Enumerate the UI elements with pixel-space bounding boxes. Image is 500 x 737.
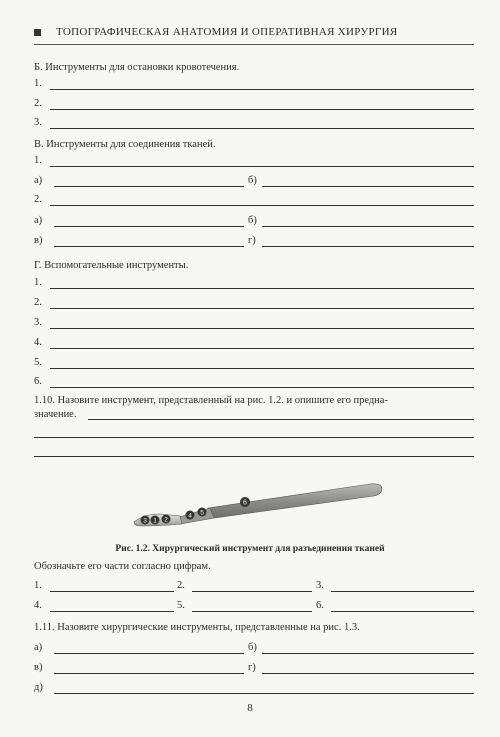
row-letter: а) xyxy=(34,175,43,186)
answer-row xyxy=(34,194,474,207)
answer-line[interactable] xyxy=(50,128,474,129)
answer-line[interactable] xyxy=(262,246,474,247)
row-letter: б) xyxy=(248,215,257,226)
answer-row xyxy=(34,317,474,330)
answer-line[interactable] xyxy=(54,653,244,654)
row-number: 1. xyxy=(34,78,42,89)
svg-text:1: 1 xyxy=(153,517,157,525)
part-marker-4 xyxy=(186,511,195,520)
row-letter: а) xyxy=(34,215,43,226)
svg-text:5: 5 xyxy=(200,509,204,517)
answer-line[interactable] xyxy=(262,226,474,227)
answer-line[interactable] xyxy=(50,611,174,612)
header-title: ТОПОГРАФИЧЕСКАЯ АНАТОМИЯ И ОПЕРАТИВНАЯ ХИРУРГИЯ xyxy=(56,26,398,38)
answer-row xyxy=(34,117,474,130)
answer-row xyxy=(34,682,474,695)
row-letter: д) xyxy=(34,682,43,693)
section-b-title: Б. Инструменты для остановки кровотечения. xyxy=(34,62,240,73)
answer-line[interactable] xyxy=(262,653,474,654)
row-letter: а) xyxy=(34,642,43,653)
row-number: 1. xyxy=(34,155,42,166)
question-1-11: 1.11. Назовите хирургические инструменты, представленные на рис. 1.3. xyxy=(34,622,360,633)
running-header xyxy=(34,26,474,40)
answer-row-pair xyxy=(34,175,474,188)
question-text: 1.10. Назовите инструмент, представленный на рис. 1.2. и опишите его предна- xyxy=(34,395,388,406)
parts-instruction: Обозначьте его части согласно цифрам. xyxy=(34,561,211,572)
row-number: 3. xyxy=(34,317,42,328)
scalpel-illustration xyxy=(130,478,390,538)
answer-line[interactable] xyxy=(50,591,174,592)
header-bullet-icon xyxy=(34,29,41,36)
part-number: 2. xyxy=(177,580,185,591)
answer-line[interactable] xyxy=(331,591,474,592)
part-marker-6 xyxy=(240,497,250,507)
row-number: 6. xyxy=(34,376,42,387)
part-marker-5 xyxy=(198,508,207,517)
question-text-line2 xyxy=(34,408,474,422)
answer-line[interactable] xyxy=(262,673,474,674)
svg-text:6: 6 xyxy=(243,499,247,507)
row-number: 1. xyxy=(34,277,42,288)
answer-row-pair xyxy=(34,235,474,248)
part-number: 6. xyxy=(316,600,324,611)
answer-line[interactable] xyxy=(50,205,474,206)
parts-row xyxy=(34,580,474,593)
answer-line[interactable] xyxy=(54,246,244,247)
answer-row xyxy=(34,297,474,310)
answer-line[interactable] xyxy=(50,328,474,329)
part-number: 3. xyxy=(316,580,324,591)
svg-text:3: 3 xyxy=(143,517,147,525)
parts-row xyxy=(34,600,474,613)
answer-line[interactable] xyxy=(50,368,474,369)
answer-line[interactable] xyxy=(54,186,244,187)
answer-line[interactable] xyxy=(88,419,474,420)
row-number: 2. xyxy=(34,194,42,205)
answer-row xyxy=(34,357,474,370)
answer-line[interactable] xyxy=(50,166,474,167)
row-number: 5. xyxy=(34,357,42,368)
answer-line[interactable] xyxy=(192,591,312,592)
answer-line[interactable] xyxy=(54,693,474,694)
answer-line[interactable] xyxy=(50,109,474,110)
row-number: 3. xyxy=(34,117,42,128)
figure-caption: Рис. 1.2. Хирургический инструмент для разъединения тканей xyxy=(115,544,385,554)
row-letter: в) xyxy=(34,235,43,246)
row-number: 2. xyxy=(34,98,42,109)
question-text: значение. xyxy=(34,409,77,420)
row-letter: г) xyxy=(248,662,256,673)
question-1-10 xyxy=(34,394,474,422)
scalpel-figure xyxy=(130,478,390,538)
row-letter: в) xyxy=(34,662,43,673)
answer-line[interactable] xyxy=(50,288,474,289)
answer-line[interactable] xyxy=(262,186,474,187)
answer-line[interactable] xyxy=(50,387,474,388)
answer-row xyxy=(34,376,474,389)
answer-row xyxy=(34,78,474,91)
answer-row-pair xyxy=(34,662,474,675)
section-g-title: Г. Вспомогательные инструменты. xyxy=(34,260,189,271)
row-number: 2. xyxy=(34,297,42,308)
answer-line[interactable] xyxy=(50,89,474,90)
header-divider xyxy=(34,44,474,45)
answer-row xyxy=(34,155,474,168)
answer-row xyxy=(34,98,474,111)
row-number: 4. xyxy=(34,337,42,348)
answer-line[interactable] xyxy=(34,437,474,438)
page-number: 8 xyxy=(247,702,253,714)
answer-row-pair xyxy=(34,642,474,655)
part-number: 1. xyxy=(34,580,42,591)
row-letter: г) xyxy=(248,235,256,246)
part-number: 5. xyxy=(177,600,185,611)
answer-line[interactable] xyxy=(192,611,312,612)
answer-line[interactable] xyxy=(331,611,474,612)
answer-line[interactable] xyxy=(50,348,474,349)
section-v-title: В. Инструменты для соединения тканей. xyxy=(34,139,216,150)
answer-line[interactable] xyxy=(54,673,244,674)
row-letter: б) xyxy=(248,642,257,653)
answer-line[interactable] xyxy=(54,226,244,227)
part-marker-1 xyxy=(151,516,160,525)
answer-row xyxy=(34,277,474,290)
svg-text:2: 2 xyxy=(164,516,168,524)
answer-row-pair xyxy=(34,215,474,228)
answer-line[interactable] xyxy=(34,456,474,457)
part-number: 4. xyxy=(34,600,42,611)
row-letter: б) xyxy=(248,175,257,186)
svg-text:4: 4 xyxy=(188,512,192,520)
part-marker-2 xyxy=(162,515,171,524)
answer-row xyxy=(34,337,474,350)
answer-line[interactable] xyxy=(50,308,474,309)
part-marker-3 xyxy=(141,516,150,525)
